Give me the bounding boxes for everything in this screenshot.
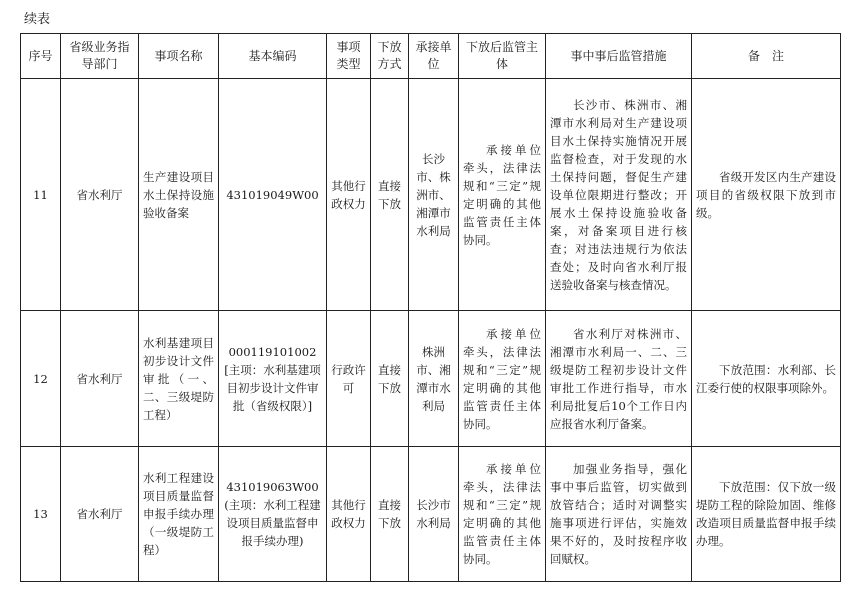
cell-name: 水利工程建设项目质量监督申报手续办理（一级堤防工程） xyxy=(139,447,219,582)
cell-code xyxy=(219,311,327,447)
cell-dept: 省水利厅 xyxy=(61,79,139,311)
cell-code xyxy=(219,447,327,582)
table-row xyxy=(21,79,841,311)
header-row xyxy=(21,34,841,79)
header-type: 事项类型 xyxy=(327,34,371,79)
cell-mode: 直接下放 xyxy=(371,447,409,582)
header-seq: 序号 xyxy=(21,34,61,79)
cell-measures: 省水利厅对株洲市、湘潭市水利局一、二、三级堤防工程初步设计文件审批工作进行指导，市水利局批复后10个工作日内应报省水利厅备案。 xyxy=(546,311,692,447)
header-dept: 省级业务指导部门 xyxy=(61,34,139,79)
header-name: 事项名称 xyxy=(139,34,219,79)
cell-seq: 12 xyxy=(21,311,61,447)
cell-type: 其他行政权力 xyxy=(327,79,371,311)
cell-type: 行政许可 xyxy=(327,311,371,447)
cell-supervisor: 承接单位牵头，法律法规和“三定”规定明确的其他监管责任主体协同。 xyxy=(459,447,546,582)
cell-mode: 直接下放 xyxy=(371,79,409,311)
code-value: 000119101002 xyxy=(228,344,317,359)
cell-unit: 长沙市、株洲市、湘潭市水利局 xyxy=(409,79,459,311)
table-caption: 续表 xyxy=(24,12,51,27)
cell-seq: 13 xyxy=(21,447,61,582)
header-measures: 事中事后监管措施 xyxy=(546,34,692,79)
cell-supervisor: 承接单位牵头，法律法规和“三定”规定明确的其他监管责任主体协同。 xyxy=(459,311,546,447)
cell-measures: 加强业务指导，强化事中事后监管，切实做到放管结合；适时对调整实施事项进行评估，实施效果不好的，及时按程序收回赋权。 xyxy=(546,447,692,582)
cell-type: 其他行政权力 xyxy=(327,447,371,582)
cell-name: 水利基建项目初步设计文件审批（一、二、三级堤防工程） xyxy=(139,311,219,447)
cell-supervisor: 承接单位牵头，法律法规和“三定”规定明确的其他监管责任主体协同。 xyxy=(459,79,546,311)
cell-dept: 省水利厅 xyxy=(61,311,139,447)
cell-name: 生产建设项目水土保持设施验收备案 xyxy=(139,79,219,311)
cell-note: 下放范围：水利部、长江委行使的权限事项除外。 xyxy=(692,311,841,447)
code-note: (主项：水利工程建设项目质量监督申报手续办理) xyxy=(224,498,321,548)
code-note: [主项：水利基建项目初步设计文件审批（省级权限）] xyxy=(224,362,321,413)
table-row xyxy=(21,447,841,582)
header-note: 备 注 xyxy=(692,34,841,79)
cell-unit: 株洲市、湘潭市水利局 xyxy=(409,311,459,447)
cell-note: 省级开发区内生产建设项目的省级权限下放到市级。 xyxy=(692,79,841,311)
cell-code xyxy=(219,79,327,311)
cell-dept: 省水利厅 xyxy=(61,447,139,582)
table-row xyxy=(21,311,841,447)
cell-unit: 长沙市水利局 xyxy=(409,447,459,582)
cell-measures: 长沙市、株洲市、湘潭市水利局对生产建设项目水土保持实施情况开展监督检查，对于发现的水土保持问题，督促生产建设单位限期进行整改；开展水土保持设施验收备案，对备案项目进行核查；对违法违规行为依法查处；及时向省水利厅报送验收备案与核查情况。 xyxy=(546,79,692,311)
header-supervisor: 下放后监管主体 xyxy=(459,34,546,79)
cell-mode: 直接下放 xyxy=(371,311,409,447)
header-code: 基本编码 xyxy=(219,34,327,79)
delegation-table xyxy=(20,33,841,582)
header-mode: 下放方式 xyxy=(371,34,409,79)
code-value: 431019049W00 xyxy=(226,187,319,202)
code-value: 431019063W00 xyxy=(226,480,319,494)
header-unit: 承接单位 xyxy=(409,34,459,79)
cell-note: 下放范围：仅下放一级堤防工程的除险加固、维修改造项目质量监督申报手续办理。 xyxy=(692,447,841,582)
cell-seq: 11 xyxy=(21,79,61,311)
